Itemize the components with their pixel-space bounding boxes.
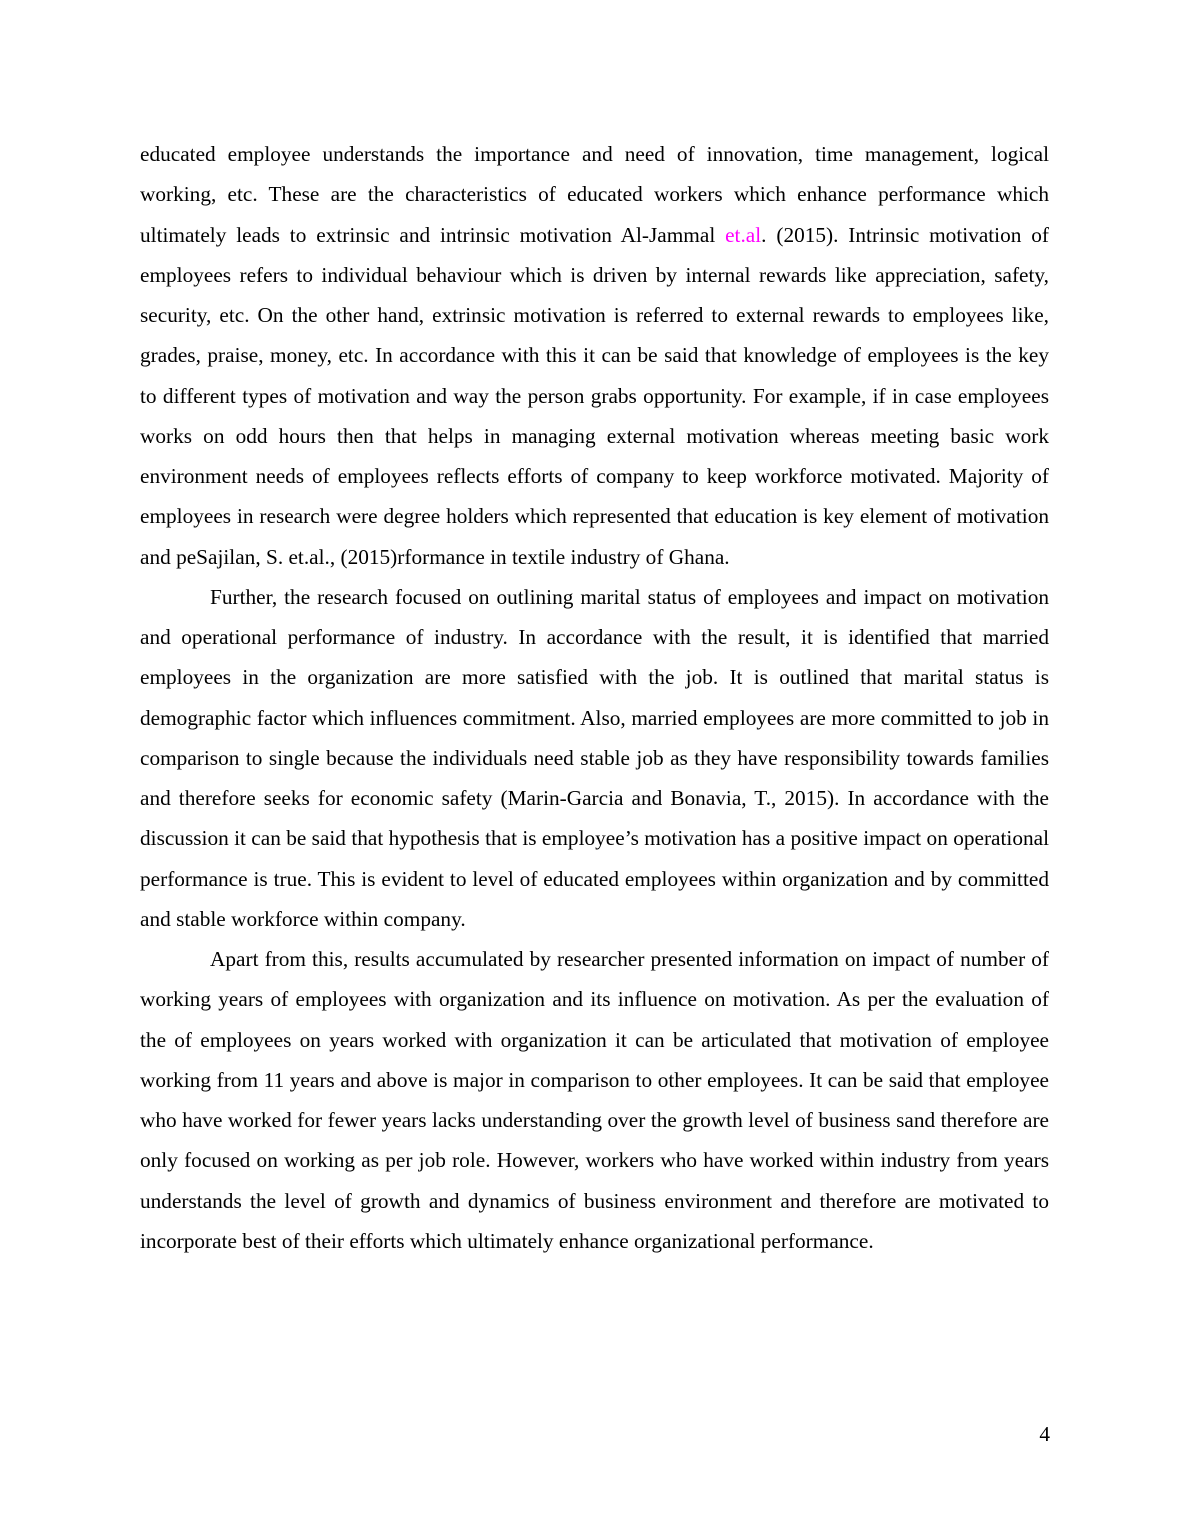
paragraph-3: Apart from this, results accumulated by researcher presented information on impact of number of working years of employees with organization and its influence on motivation. As per the evaluation of the of employees on years worked with organization it can be articulated that motivation of employee working from 11 years and above is major in comparison to other employees. It can be said that employee who have worked for fewer years lacks understanding over the growth level of business sand therefore are only focused on working as per job role. However, workers who have worked within industry from years understands the level of growth and dynamics of business environment and therefore are motivated to incorporate best of their efforts which ultimately enhance organizational performance. [140,947,1049,1253]
paragraph-1-text-start: educated employee understands the importance and need of innovation, time management, logical working, etc. These are the characteristics of educated workers which enhance performance which ultimately leads to extrinsic and intrinsic motivation Al-Jammal [140,142,1049,247]
page-number: 4 [1039,1422,1050,1446]
paragraph-1-text-end: . (2015). Intrinsic motivation of employees refers to individual behaviour which is driven by internal rewards like appreciation, safety, security, etc. On the other hand, extrinsic motivation is referred to external rewards to employees like, grades, praise, money, etc. In accordance with this it can be said that knowledge of employees is the key to different types of motivation and way the person grabs opportunity. For example, if in case employees works on odd hours then that helps in managing external motivation whereas meeting basic work environment needs of employees reflects efforts of company to keep workforce motivated. Majority of employees in research were degree holders which represented that education is key element of motivation and peSajilan, S. et.al., (2015)rformance in textile industry of Ghana. [140,222,1049,569]
paragraph-2: Further, the research focused on outlining marital status of employees and impact on motivation and operational performance of industry. In accordance with the result, it is identified that married employees in the organization are more satisfied with the job. It is outlined that marital status is demographic factor which influences commitment. Also, married employees are more committed to job in comparison to single because the individuals need stable job as they have responsibility towards families and therefore seeks for economic safety (Marin-Garcia and Bonavia, T., 2015). In accordance with the discussion it can be said that hypothesis that is employee’s motivation has a positive impact on operational performance is true. This is evident to level of educated employees within organization and by committed and stable workforce within company. [140,584,1049,931]
paragraph-1 [140,134,1049,577]
body-text [140,134,1049,1261]
highlighted-citation: et.al [725,222,762,247]
